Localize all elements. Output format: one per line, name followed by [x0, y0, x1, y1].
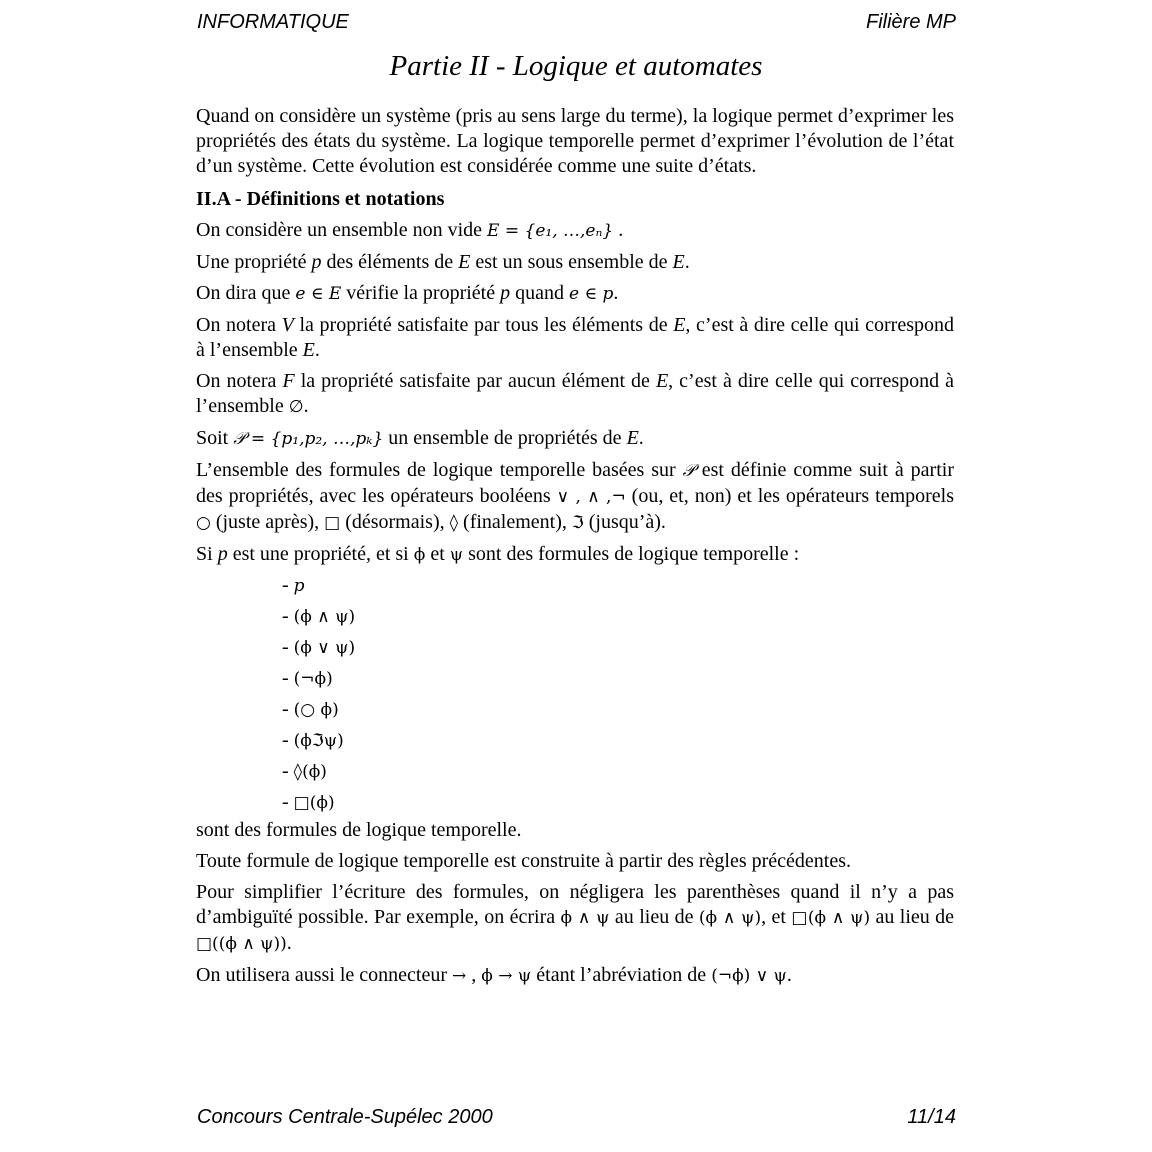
eventually-operator-icon: ◊ [449, 513, 459, 533]
paragraph-formula-conclusion: sont des formules de logique temporelle. [196, 819, 522, 841]
next-operator-icon: ○ [196, 513, 211, 533]
implication-arrow-icon: → [452, 966, 467, 986]
list-item: - □(ϕ) [282, 791, 335, 813]
intro-paragraph: Quand on considère un système (pris au sens large du terme), la logique permet d’exprimer les propriétés des états du système. La logique temporelle permet d’exprimer l’évolution de l’état d’un système. Cette évolution est considérée comme une suite d’états. [196, 105, 954, 177]
formula-list [196, 570, 954, 818]
list-item: - (ϕℑψ) [282, 729, 344, 751]
paragraph-property-f: On notera F la propriété satisfaite par aucun élément de E, c’est à dire celle qui correspond à l’ensemble ∅. [196, 370, 955, 417]
paragraph-property-set: Soit 𝒫 = {p₁,p₂, …,pₖ} un ensemble de propriétés de E. [196, 427, 644, 449]
paragraph-operators: L’ensemble des formules de logique temporelle basées sur 𝒫 est définie comme suit à partir des propriétés, avec les opérateurs booléens ∨ , ∧ ,¬ (ou, et, non) et les opérateurs temporels ○ (juste après), □ (désormais), ◊ (finalement), ℑ (jusqu’à). [196, 459, 955, 533]
list-item: - (○ ϕ) [282, 698, 339, 720]
paragraph-set-definition: On considère un ensemble non vide E = {e₁, …,eₙ} . [196, 219, 624, 241]
list-item: - p [282, 574, 305, 596]
paragraph-formula-rules-intro: Si p est une propriété, et si ϕ et ψ sont des formules de logique temporelle : [196, 543, 800, 565]
paragraph-simplification: Pour simplifier l’écriture des formules, on négligera les parenthèses quand il n’y a pas d’ambiguïté possible. Par exemple, on écrira ϕ ∧ ψ au lieu de (ϕ ∧ ψ), et □(ϕ ∧ ψ) au lieu de □((ϕ ∧ ψ)). [196, 881, 955, 954]
until-operator-icon: ℑ [571, 513, 584, 533]
math-set-e: E = {e₁, …,eₙ} [487, 221, 614, 241]
header-track: Filière MP [865, 11, 956, 33]
section-title: II.A - Définitions et notations [196, 188, 445, 210]
header-subject: INFORMATIQUE [197, 11, 349, 33]
paragraph-construction: Toute formule de logique temporelle est construite à partir des règles précédentes. [196, 850, 852, 872]
document-body [196, 104, 954, 995]
paragraph-implication: On utilisera aussi le connecteur → , ϕ → ψ étant l’abréviation de (¬ϕ) ∨ ψ. [196, 964, 792, 986]
list-item: - ◊(ϕ) [282, 760, 327, 782]
list-item: - (ϕ ∧ ψ) [282, 605, 356, 627]
paragraph-property-definition: Une propriété p des éléments de E est un sous ensemble de E. [196, 251, 690, 273]
footer-contest: Concours Centrale-Supélec 2000 [197, 1106, 493, 1128]
paragraph-verification: On dira que e ∈ E vérifie la propriété p quand e ∈ p. [196, 282, 619, 304]
list-item: - (ϕ ∨ ψ) [282, 636, 356, 658]
part-title: Partie II - Logique et automates [389, 50, 763, 82]
list-item: - (¬ϕ) [282, 667, 333, 689]
paragraph-property-v: On notera V la propriété satisfaite par tous les éléments de E, c’est à dire celle qui correspond à l’ensemble E. [196, 314, 955, 361]
footer-page-number: 11/14 [907, 1106, 956, 1128]
always-operator-icon: □ [324, 513, 341, 533]
